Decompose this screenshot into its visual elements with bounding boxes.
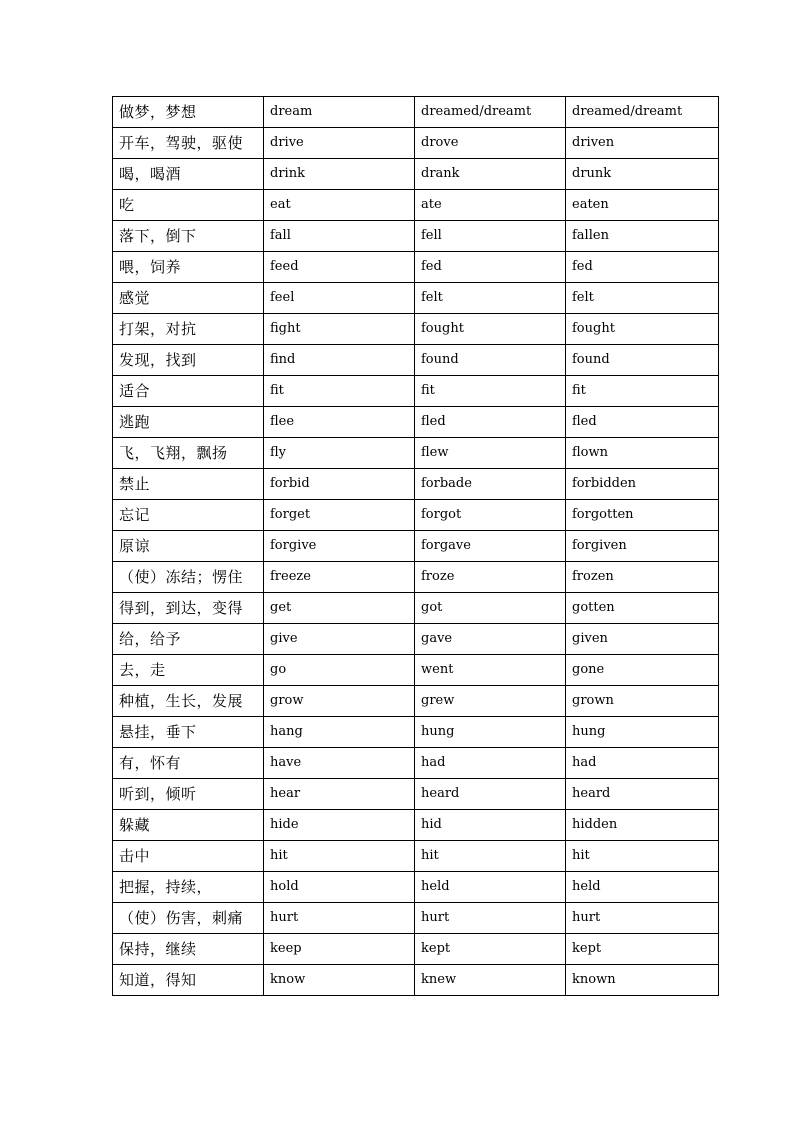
base-form-cell: find bbox=[264, 345, 415, 376]
table-row bbox=[113, 872, 719, 903]
base-form-cell: dream bbox=[264, 97, 415, 128]
past-participle-cell: hurt bbox=[566, 903, 719, 934]
base-form-cell: give bbox=[264, 624, 415, 655]
past-participle-cell: hung bbox=[566, 717, 719, 748]
past-tense-cell: flew bbox=[415, 438, 566, 469]
base-form-cell: drive bbox=[264, 128, 415, 159]
base-form-cell: hide bbox=[264, 810, 415, 841]
past-tense-cell: hurt bbox=[415, 903, 566, 934]
meaning-cell: 知道，得知 bbox=[113, 965, 264, 996]
table-row bbox=[113, 562, 719, 593]
table-row bbox=[113, 314, 719, 345]
base-form-cell: grow bbox=[264, 686, 415, 717]
past-participle-cell: hidden bbox=[566, 810, 719, 841]
table-row bbox=[113, 407, 719, 438]
base-form-cell: get bbox=[264, 593, 415, 624]
table-row bbox=[113, 252, 719, 283]
past-participle-cell: grown bbox=[566, 686, 719, 717]
base-form-cell: forbid bbox=[264, 469, 415, 500]
table-row bbox=[113, 717, 719, 748]
past-participle-cell: fallen bbox=[566, 221, 719, 252]
base-form-cell: fall bbox=[264, 221, 415, 252]
table-row bbox=[113, 221, 719, 252]
table-row bbox=[113, 841, 719, 872]
table-row bbox=[113, 500, 719, 531]
base-form-cell: have bbox=[264, 748, 415, 779]
past-tense-cell: grew bbox=[415, 686, 566, 717]
past-participle-cell: dreamed/dreamt bbox=[566, 97, 719, 128]
meaning-cell: 做梦，梦想 bbox=[113, 97, 264, 128]
past-participle-cell: felt bbox=[566, 283, 719, 314]
past-tense-cell: forgave bbox=[415, 531, 566, 562]
past-participle-cell: driven bbox=[566, 128, 719, 159]
table-row bbox=[113, 655, 719, 686]
past-participle-cell: held bbox=[566, 872, 719, 903]
table-row bbox=[113, 469, 719, 500]
past-participle-cell: kept bbox=[566, 934, 719, 965]
past-tense-cell: found bbox=[415, 345, 566, 376]
table-row bbox=[113, 438, 719, 469]
base-form-cell: feel bbox=[264, 283, 415, 314]
meaning-cell: 感觉 bbox=[113, 283, 264, 314]
base-form-cell: hang bbox=[264, 717, 415, 748]
past-tense-cell: felt bbox=[415, 283, 566, 314]
meaning-cell: 打架，对抗 bbox=[113, 314, 264, 345]
meaning-cell: 发现，找到 bbox=[113, 345, 264, 376]
meaning-cell: 保持，继续 bbox=[113, 934, 264, 965]
past-participle-cell: fought bbox=[566, 314, 719, 345]
meaning-cell: 适合 bbox=[113, 376, 264, 407]
past-tense-cell: fed bbox=[415, 252, 566, 283]
past-tense-cell: drove bbox=[415, 128, 566, 159]
verb-table-body bbox=[113, 97, 719, 996]
past-tense-cell: got bbox=[415, 593, 566, 624]
past-tense-cell: forbade bbox=[415, 469, 566, 500]
base-form-cell: hear bbox=[264, 779, 415, 810]
meaning-cell: 悬挂，垂下 bbox=[113, 717, 264, 748]
table-row bbox=[113, 903, 719, 934]
meaning-cell: 把握，持续， bbox=[113, 872, 264, 903]
meaning-cell: 吃 bbox=[113, 190, 264, 221]
table-row bbox=[113, 97, 719, 128]
past-participle-cell: forbidden bbox=[566, 469, 719, 500]
base-form-cell: hold bbox=[264, 872, 415, 903]
table-row bbox=[113, 593, 719, 624]
past-participle-cell: hit bbox=[566, 841, 719, 872]
table-row bbox=[113, 190, 719, 221]
table-row bbox=[113, 934, 719, 965]
past-participle-cell: forgotten bbox=[566, 500, 719, 531]
meaning-cell: （使）冻结；愣住 bbox=[113, 562, 264, 593]
past-tense-cell: ate bbox=[415, 190, 566, 221]
base-form-cell: drink bbox=[264, 159, 415, 190]
base-form-cell: feed bbox=[264, 252, 415, 283]
table-row bbox=[113, 624, 719, 655]
past-tense-cell: went bbox=[415, 655, 566, 686]
base-form-cell: fight bbox=[264, 314, 415, 345]
base-form-cell: fit bbox=[264, 376, 415, 407]
base-form-cell: flee bbox=[264, 407, 415, 438]
past-tense-cell: knew bbox=[415, 965, 566, 996]
past-tense-cell: kept bbox=[415, 934, 566, 965]
table-row bbox=[113, 283, 719, 314]
meaning-cell: 击中 bbox=[113, 841, 264, 872]
meaning-cell: 种植，生长，发展 bbox=[113, 686, 264, 717]
meaning-cell: 得到，到达，变得 bbox=[113, 593, 264, 624]
meaning-cell: 禁止 bbox=[113, 469, 264, 500]
past-participle-cell: found bbox=[566, 345, 719, 376]
table-row bbox=[113, 345, 719, 376]
past-participle-cell: fed bbox=[566, 252, 719, 283]
past-participle-cell: frozen bbox=[566, 562, 719, 593]
past-tense-cell: fled bbox=[415, 407, 566, 438]
past-tense-cell: hid bbox=[415, 810, 566, 841]
base-form-cell: go bbox=[264, 655, 415, 686]
table-row bbox=[113, 810, 719, 841]
meaning-cell: 开车，驾驶，驱使 bbox=[113, 128, 264, 159]
table-row bbox=[113, 128, 719, 159]
meaning-cell: （使）伤害，刺痛 bbox=[113, 903, 264, 934]
past-participle-cell: known bbox=[566, 965, 719, 996]
past-tense-cell: fit bbox=[415, 376, 566, 407]
past-participle-cell: fled bbox=[566, 407, 719, 438]
meaning-cell: 喝，喝酒 bbox=[113, 159, 264, 190]
past-tense-cell: forgot bbox=[415, 500, 566, 531]
past-participle-cell: eaten bbox=[566, 190, 719, 221]
meaning-cell: 躲藏 bbox=[113, 810, 264, 841]
past-tense-cell: froze bbox=[415, 562, 566, 593]
meaning-cell: 逃跑 bbox=[113, 407, 264, 438]
base-form-cell: eat bbox=[264, 190, 415, 221]
table-row bbox=[113, 376, 719, 407]
past-tense-cell: hit bbox=[415, 841, 566, 872]
table-row bbox=[113, 779, 719, 810]
past-tense-cell: had bbox=[415, 748, 566, 779]
meaning-cell: 飞，飞翔，飘扬 bbox=[113, 438, 264, 469]
base-form-cell: know bbox=[264, 965, 415, 996]
base-form-cell: forgive bbox=[264, 531, 415, 562]
base-form-cell: freeze bbox=[264, 562, 415, 593]
table-row bbox=[113, 531, 719, 562]
past-participle-cell: fit bbox=[566, 376, 719, 407]
past-tense-cell: fell bbox=[415, 221, 566, 252]
meaning-cell: 原谅 bbox=[113, 531, 264, 562]
past-tense-cell: drank bbox=[415, 159, 566, 190]
past-tense-cell: fought bbox=[415, 314, 566, 345]
meaning-cell: 有，怀有 bbox=[113, 748, 264, 779]
meaning-cell: 听到，倾听 bbox=[113, 779, 264, 810]
irregular-verb-table bbox=[112, 96, 719, 996]
base-form-cell: fly bbox=[264, 438, 415, 469]
past-tense-cell: gave bbox=[415, 624, 566, 655]
table-row bbox=[113, 748, 719, 779]
past-tense-cell: heard bbox=[415, 779, 566, 810]
past-tense-cell: dreamed/dreamt bbox=[415, 97, 566, 128]
base-form-cell: hit bbox=[264, 841, 415, 872]
past-participle-cell: given bbox=[566, 624, 719, 655]
base-form-cell: forget bbox=[264, 500, 415, 531]
meaning-cell: 落下，倒下 bbox=[113, 221, 264, 252]
past-participle-cell: heard bbox=[566, 779, 719, 810]
past-participle-cell: gotten bbox=[566, 593, 719, 624]
past-participle-cell: drunk bbox=[566, 159, 719, 190]
table-row bbox=[113, 159, 719, 190]
meaning-cell: 给，给予 bbox=[113, 624, 264, 655]
table-row bbox=[113, 965, 719, 996]
past-participle-cell: gone bbox=[566, 655, 719, 686]
past-participle-cell: had bbox=[566, 748, 719, 779]
table-row bbox=[113, 686, 719, 717]
base-form-cell: hurt bbox=[264, 903, 415, 934]
past-participle-cell: flown bbox=[566, 438, 719, 469]
meaning-cell: 忘记 bbox=[113, 500, 264, 531]
past-tense-cell: hung bbox=[415, 717, 566, 748]
meaning-cell: 喂，饲养 bbox=[113, 252, 264, 283]
past-participle-cell: forgiven bbox=[566, 531, 719, 562]
base-form-cell: keep bbox=[264, 934, 415, 965]
past-tense-cell: held bbox=[415, 872, 566, 903]
meaning-cell: 去，走 bbox=[113, 655, 264, 686]
